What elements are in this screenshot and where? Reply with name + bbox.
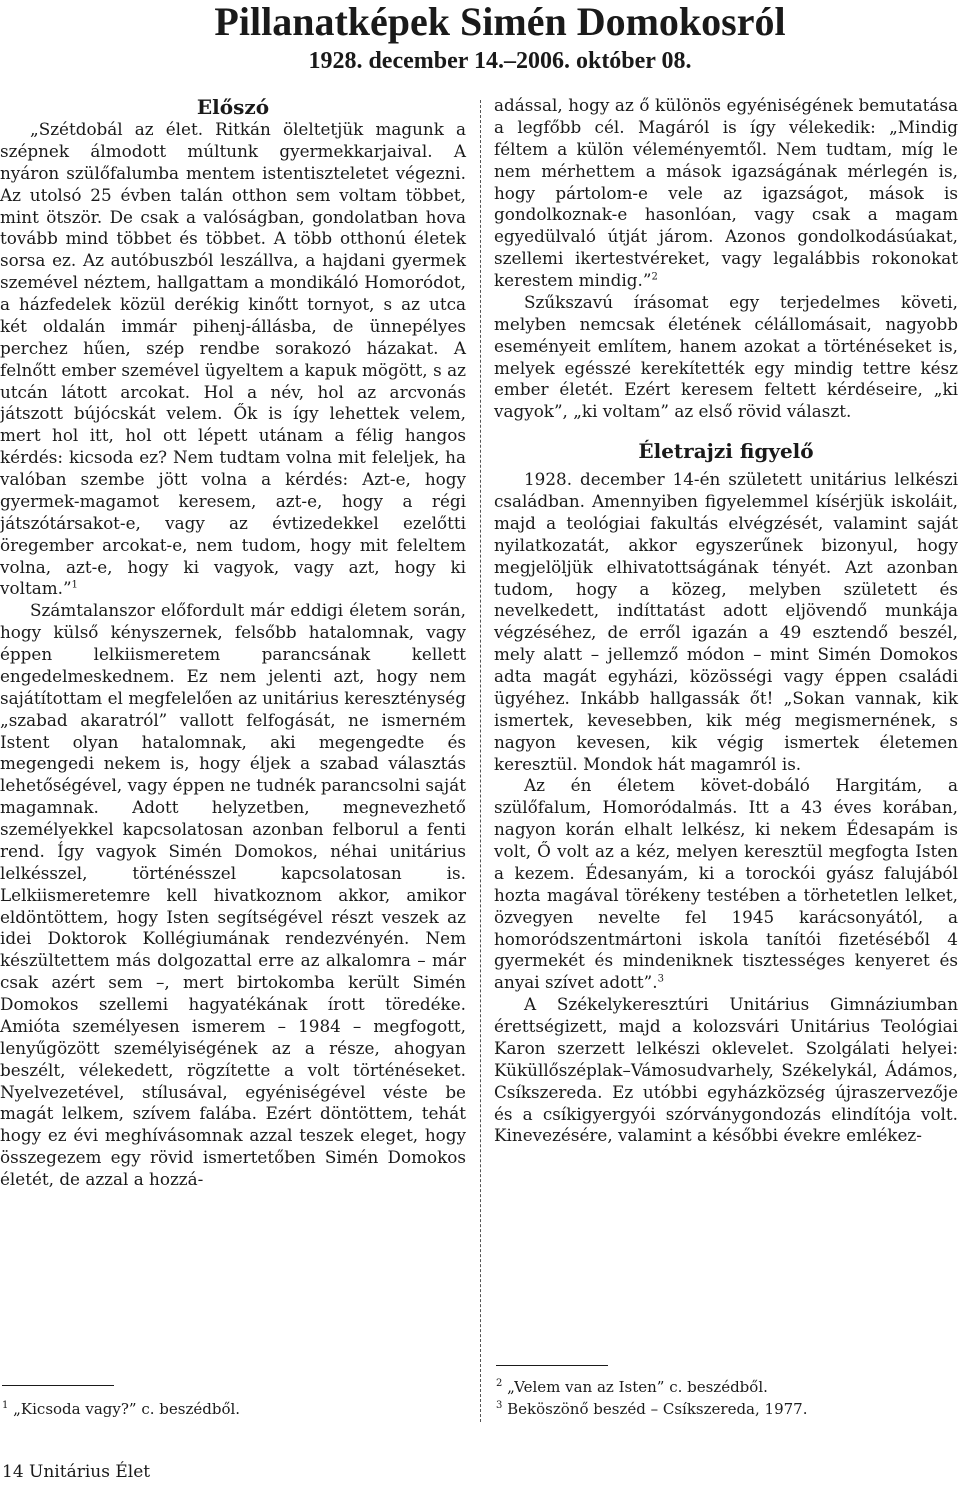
footnote-number: 3 xyxy=(496,1400,503,1411)
page-subtitle-dates: 1928. december 14.–2006. október 08. xyxy=(308,48,692,74)
footnote-ref: 3 xyxy=(657,973,664,985)
paragraph xyxy=(494,775,958,994)
footnote-rule xyxy=(496,1365,608,1366)
footnote-number: 1 xyxy=(2,1400,9,1411)
left-column xyxy=(0,95,466,1191)
page-title: Pillanatképek Simén Domokosról xyxy=(214,0,786,44)
paragraph: 1928. december 14-én született unitárius lelkészi családban. Amennyiben figyelemmel kísérjük iskoláit, majd a teológiai fakultás elvégzését, valamint saját nyilatkozatát, akkor egyszerűnek bizonyul, hogy megjelöljük elhivatottságának tényét. Azt azonban tudom, hogy a közeg, melyben született és nevelkedett, indíttatást adott eljövendő munkája végzéséhez, de erről igazán a 49 esztendő beszél, mely alatt – jellemző módon – mint Simén Domokos adta magát egyházi, közösségi vagy éppen családi ügyéhez. Inkább hallgassák őt! „Sokan vannak, kik ismertek, kevesebben, kik még megismernének, s nagyon kevesen, kik végig ismertek életemen keresztül. Mondok hát magamról is. xyxy=(494,469,958,774)
paragraph: Számtalanszor előfordult már eddigi életem során, hogy külső kényszernek, felsőbb hatalomnak, vagy éppen lelkiismeretem parancsának kellett engedelmeskednem. Ez nem jelenti azt, hogy nem sajátítottam el megfelelően az unitárius kereszténység „szabad akaratról” vallott felfogását, ne ismerném Istent olyan hatalomnak, aki megengedte és megengedi nekem is, hogy éljek a szabad választás lehetőségével, vagy éppen ne tudnék parancsolni saját magamnak. Adott helyzetben, megnevezhető személyekkel kapcsolatosan azonban felborul a fenti rend. Így vagyok Simén Domokos, néhai unitárius lelkésszel, történésszel kapcsolatosan is. Lelkiismeretemre kell hivatkoznom akkor, amikor eldöntöttem, hogy Isten segítségével részt veszek az idei Doktorok Kollégiumának rendezvényén. Nem készültettem más dolgozattal erre az alkalomra – már csak azért sem –, mert birtokomba került Simén Domokos szellemi hagyatékának írott töredéke. Amióta személyesen ismerem – 1984 – megfogott, lenyűgözött személyiségének az a része, ahogyan beszélt, vélekedett, rögzítette a volt történéseket. Nyelvezetével, stílusával, egyéniségével véste be magát lelkem, szívem falába. Ezért döntöttem, tehát hogy ez évi meghívásomnak azzal teszek eleget, hogy összegezem egy rövid ismertetőben Simén Domokos életét, de azzal a hozzá- xyxy=(0,600,466,1189)
paragraph-text: adással, hogy az ő különös egyéniségének bemutatása a legfőbb cél. Magáról is így vélekedik: „Mindig féltem a külön véleményemtől. Nem tudtam, míg le nem mérhettem a mások igazságának mérlegén is, hogy pártolom-e vele az igazságot, mások is gondolkoznak-e hasonlóan, vagy csak a magam egyedülvaló útját járom. Azonos gondolkodásúakat, szellemi ikertestvéreket, vagy legalábbis rokonokat kerestem mindig.” xyxy=(494,95,958,290)
paragraph: Szűkszavú írásomat egy terjedelmes követi, melyben nemcsak életének célállomásait, nagyobb eseményeit említem, hanem azokat a történéseket is, melyek egésszé kerekítették egy mindig tettre kész ember életét. Ezért keresem feltett kérdéseire, „ki vagyok”, „ki voltam” az első rövid választ. xyxy=(494,291,958,422)
footnote-ref: 1 xyxy=(71,579,78,591)
right-column xyxy=(494,95,958,1147)
paragraph: A Székelykeresztúri Unitárius Gimnáziumban érettségizett, majd a kolozsvári Unitárius Teológiai Karon szerzett lelkészi oklevelet. Szolgálati helyei: Küküllőszéplak–Vámosudvarhely, Székelykál, Ádámos, Csíkszereda. Ez utóbbi egyházközség újraszervezője és a csíkigyergyói szórványgondozás elindítója volt. Kinevezésére, valamint a későbbi évekre emlékez- xyxy=(494,994,958,1146)
footnote-number: 2 xyxy=(496,1378,503,1389)
column-separator xyxy=(480,100,481,1422)
footnote-text: Beköszönő beszéd – Csíkszereda, 1977. xyxy=(507,1400,808,1418)
paragraph-text: Az én életem követ-dobáló Hargitám, a szülőfalum, Homoródalmás. Itt a 43 éves korában, nagyon korán elhalt lelkész, ki nekem Édesapám is volt, Ő volt az a kéz, melyen keresztül megfogta Isten a kezem. Édesanyám, ki a torockói gyász falujából hozta magával törékeny testében a törhetetlen lelket, özvegyen nevelte fel 1945 karácsonyától, a homoródszentmártoni iskola tanítói fizetéséből 4 gyermekét és mindeniknek tisztességes kenyeret és anyai szívet adott”. xyxy=(494,775,958,993)
page-footer: 14 Unitárius Élet xyxy=(2,1462,151,1482)
footnote-ref: 2 xyxy=(651,271,658,283)
footnote-3 xyxy=(496,1400,807,1418)
footnote-rule xyxy=(2,1385,114,1386)
footnote-text: „Kicsoda vagy?” c. beszédből. xyxy=(13,1400,241,1418)
paragraph xyxy=(0,119,466,600)
paragraph-text: „Szétdobál az élet. Ritkán öleltetjük magunk a szépnek álmodott múltunk gyermekkarjaival. A nyáron szülőfalumba mentem istentiszteletet végezni. Az utolsó 25 évben talán otthon sem voltam többet, mint ötször. De csak a valóságban, gondolatban hova tovább mind többet és többet. A több otthonú életek sorsa ez. Az autóbuszból leszállva, a hajdani gyermek szemével néztem, hallgattam a mondikáló Homoródot, a házfedelek közül derékig kinőtt tornyot, s az utca két oldalán immár pihenj-állásba, de ünnepélyes perchez hűen, szép rendbe sorakozó házakat. A felnőtt ember szemével ügyeltem a kapuk mögött, s az utcán látott arcokat. Hol a név, hol az arcvonás játszott bújócskát velem. Ők is így lehettek velem, mert hol itt, hol ott lépett utánam a félig hangos kérdés: kicsoda ez? Nem tudtam volna mit feleljek, ha valóban szembe jött volna a kérdés: Azt-e, hogy gyermek-magamot keresem, azt-e, hogy a régi játszótársakot-e, vagy az évtizedekkel ezelőtti öregember arcokat-e, nem tudom, hogy mit feleltem volna, azt-e, hogy ki vagyok, vagy azt, hogy ki voltam.” xyxy=(0,119,466,599)
footnote-1 xyxy=(2,1400,240,1418)
section-heading-foreword: Előszó xyxy=(196,95,270,119)
footnote-text: „Velem van az Isten” c. beszédből. xyxy=(507,1378,768,1396)
section-heading-biography: Életrajzi figyelő xyxy=(638,439,814,464)
footnote-2 xyxy=(496,1378,768,1396)
paragraph xyxy=(494,95,958,292)
